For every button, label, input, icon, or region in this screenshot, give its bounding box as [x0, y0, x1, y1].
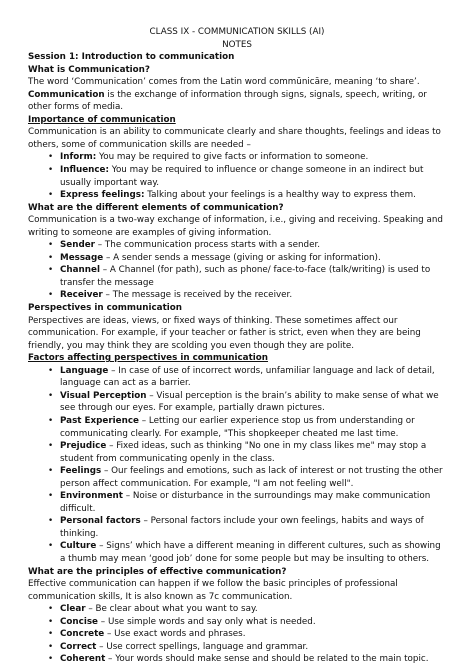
item-term: Concise [60, 616, 98, 627]
item-term: Inform: [60, 152, 97, 163]
document-title: CLASS IX - COMMUNICATION SKILLS (AI) [149, 27, 325, 37]
item-term: Language [60, 365, 109, 376]
item-text: – Visual perception is the brain’s ability to make sense of what we see through our eyes. For example, partially drawn pictures. [60, 390, 439, 414]
item-text: – In case of use of incorrect words, unfamiliar language and lack of detail, language can act as a barrier. [60, 365, 435, 389]
item-term: Feelings [60, 466, 102, 477]
list-item [28, 515, 446, 540]
list-item [28, 252, 446, 265]
bullet-icon: • [48, 629, 54, 640]
list-item [28, 603, 446, 616]
list-item [28, 239, 446, 252]
item-text: – Use correct spellings, language and grammar. [96, 641, 309, 652]
definition-text: is the exchange of information through signs, signals, speech, writing, or other forms of media. [28, 89, 427, 113]
list-item [28, 151, 446, 164]
list-item [28, 189, 446, 202]
item-text: – A Channel (for path), such as phone/ face-to-face (talk/writing) is used to transfer the message [60, 265, 431, 288]
bullet-icon: • [48, 641, 54, 652]
list-item [28, 264, 446, 289]
session-heading: Session 1: Introduction to communication [28, 52, 235, 63]
list-item [28, 490, 446, 515]
item-term: Clear [60, 604, 86, 615]
factors-heading: Factors affecting perspectives in communication [28, 353, 269, 364]
list-item [28, 164, 446, 189]
item-term: Sender [60, 240, 95, 251]
list-item [28, 390, 446, 415]
list-item [28, 465, 446, 490]
item-text: – Our feelings and emotions, such as lack of interest or not trusting the other person affect communication. For example, "I am not feeling well". [60, 466, 443, 489]
document-subtitle: NOTES [222, 39, 252, 50]
item-term: Culture [60, 541, 97, 552]
item-text: – Signs’ which have a different meaning in different cultures, such as showing a thumb may mean ‘good job’ done for some people but may be insulting to others. [60, 541, 441, 564]
importance-list [28, 151, 446, 201]
list-item [28, 653, 446, 666]
bullet-icon: • [48, 466, 54, 477]
item-term: Concrete [60, 629, 105, 640]
principles-heading: What are the principles of effective communication? [28, 566, 287, 577]
item-text: – Letting our earlier experience stop us from understanding or communicating clearly. For example, "This shopkeeper cheated me last time. [60, 415, 415, 439]
list-item [28, 641, 446, 654]
bullet-icon: • [48, 290, 54, 301]
item-term: Message [60, 252, 104, 263]
principles-list [28, 603, 446, 666]
item-text: – Noise or disturbance in the surroundings may make communication difficult. [60, 491, 431, 514]
list-item [28, 440, 446, 465]
perspectives-heading: Perspectives in communication [28, 303, 183, 314]
principles-text: Effective communication can happen if we follow the basic principles of professional communication skills, It is also known as 7c communication. [28, 579, 398, 602]
item-term: Receiver [60, 290, 103, 301]
item-text: – Use exact words and phrases. [104, 629, 246, 640]
bullet-icon: • [48, 240, 54, 251]
list-item [28, 540, 446, 565]
bullet-icon: • [48, 654, 54, 665]
what-is-line: The word ‘Communication’ comes from the Latin word commūnicāre, meaning ‘to share’. [28, 77, 420, 88]
list-item [28, 415, 446, 440]
item-text: – Fixed ideas, such as thinking "No one in my class likes me" may stop a student from communicating openly in the class. [60, 441, 427, 464]
bullet-icon: • [48, 252, 54, 263]
elements-list [28, 239, 446, 302]
bullet-icon: • [48, 165, 54, 176]
item-text: – Personal factors include your own feelings, habits and ways of thinking. [60, 516, 424, 539]
communication-definition [28, 89, 446, 114]
item-text: – Use simple words and say only what is needed. [98, 616, 316, 627]
item-term: Personal factors [60, 516, 141, 527]
item-text: You may be required to give facts or information to someone. [96, 152, 369, 163]
item-text: – The communication process starts with a sender. [94, 240, 321, 251]
item-term: Influence: [60, 165, 109, 176]
bullet-icon: • [48, 415, 54, 426]
item-term: Visual Perception [60, 390, 147, 401]
bullet-icon: • [48, 365, 54, 376]
list-item [28, 289, 446, 302]
item-term: Past Experience [60, 415, 139, 426]
item-term: Prejudice [60, 441, 107, 452]
list-item [28, 628, 446, 641]
list-item [28, 365, 446, 390]
bullet-icon: • [48, 541, 54, 552]
item-term: Coherent [60, 654, 106, 665]
item-term: Express feelings: [60, 190, 145, 201]
factors-list [28, 365, 446, 566]
item-text: Talking about your feelings is a healthy way to express them. [144, 190, 416, 201]
bullet-icon: • [48, 616, 54, 627]
item-text: You may be required to influence or change someone in an indirect but usually important way. [60, 165, 424, 188]
importance-text: Communication is an ability to communicate clearly and share thoughts, feelings and ideas to others, some of communication skills are needed – [28, 127, 441, 150]
definition-term: Communication [28, 89, 105, 100]
bullet-icon: • [48, 516, 54, 527]
bullet-icon: • [48, 190, 54, 201]
elements-heading: What are the different elements of communication? [28, 202, 284, 213]
bullet-icon: • [48, 441, 54, 452]
elements-text: Communication is a two-way exchange of information, i.e., giving and receiving. Speaking and writing to someone are examples of giving information. [28, 215, 443, 238]
item-text: – A sender sends a message (giving or asking for information). [103, 252, 381, 263]
item-term: Environment [60, 491, 123, 502]
perspectives-text: Perspectives are ideas, views, or fixed ways of thinking. These sometimes affect our communication. For example, if your teacher or father is strict, even when they are being friendly, you may think they are scolding you even though they are polite. [28, 315, 421, 351]
item-text: – The message is received by the receiver. [102, 290, 293, 301]
list-item [28, 616, 446, 629]
importance-heading: Importance of communication [28, 114, 176, 125]
bullet-icon: • [48, 265, 54, 276]
bullet-icon: • [48, 491, 54, 502]
item-text: – Be clear about what you want to say. [85, 604, 258, 615]
item-term: Channel [60, 265, 100, 276]
item-term: Correct [60, 641, 97, 652]
bullet-icon: • [48, 390, 54, 401]
bullet-icon: • [48, 604, 54, 615]
what-is-heading: What is Communication? [28, 64, 150, 75]
item-text: – Your words should make sense and should be related to the main topic. [105, 654, 429, 665]
bullet-icon: • [48, 152, 54, 163]
